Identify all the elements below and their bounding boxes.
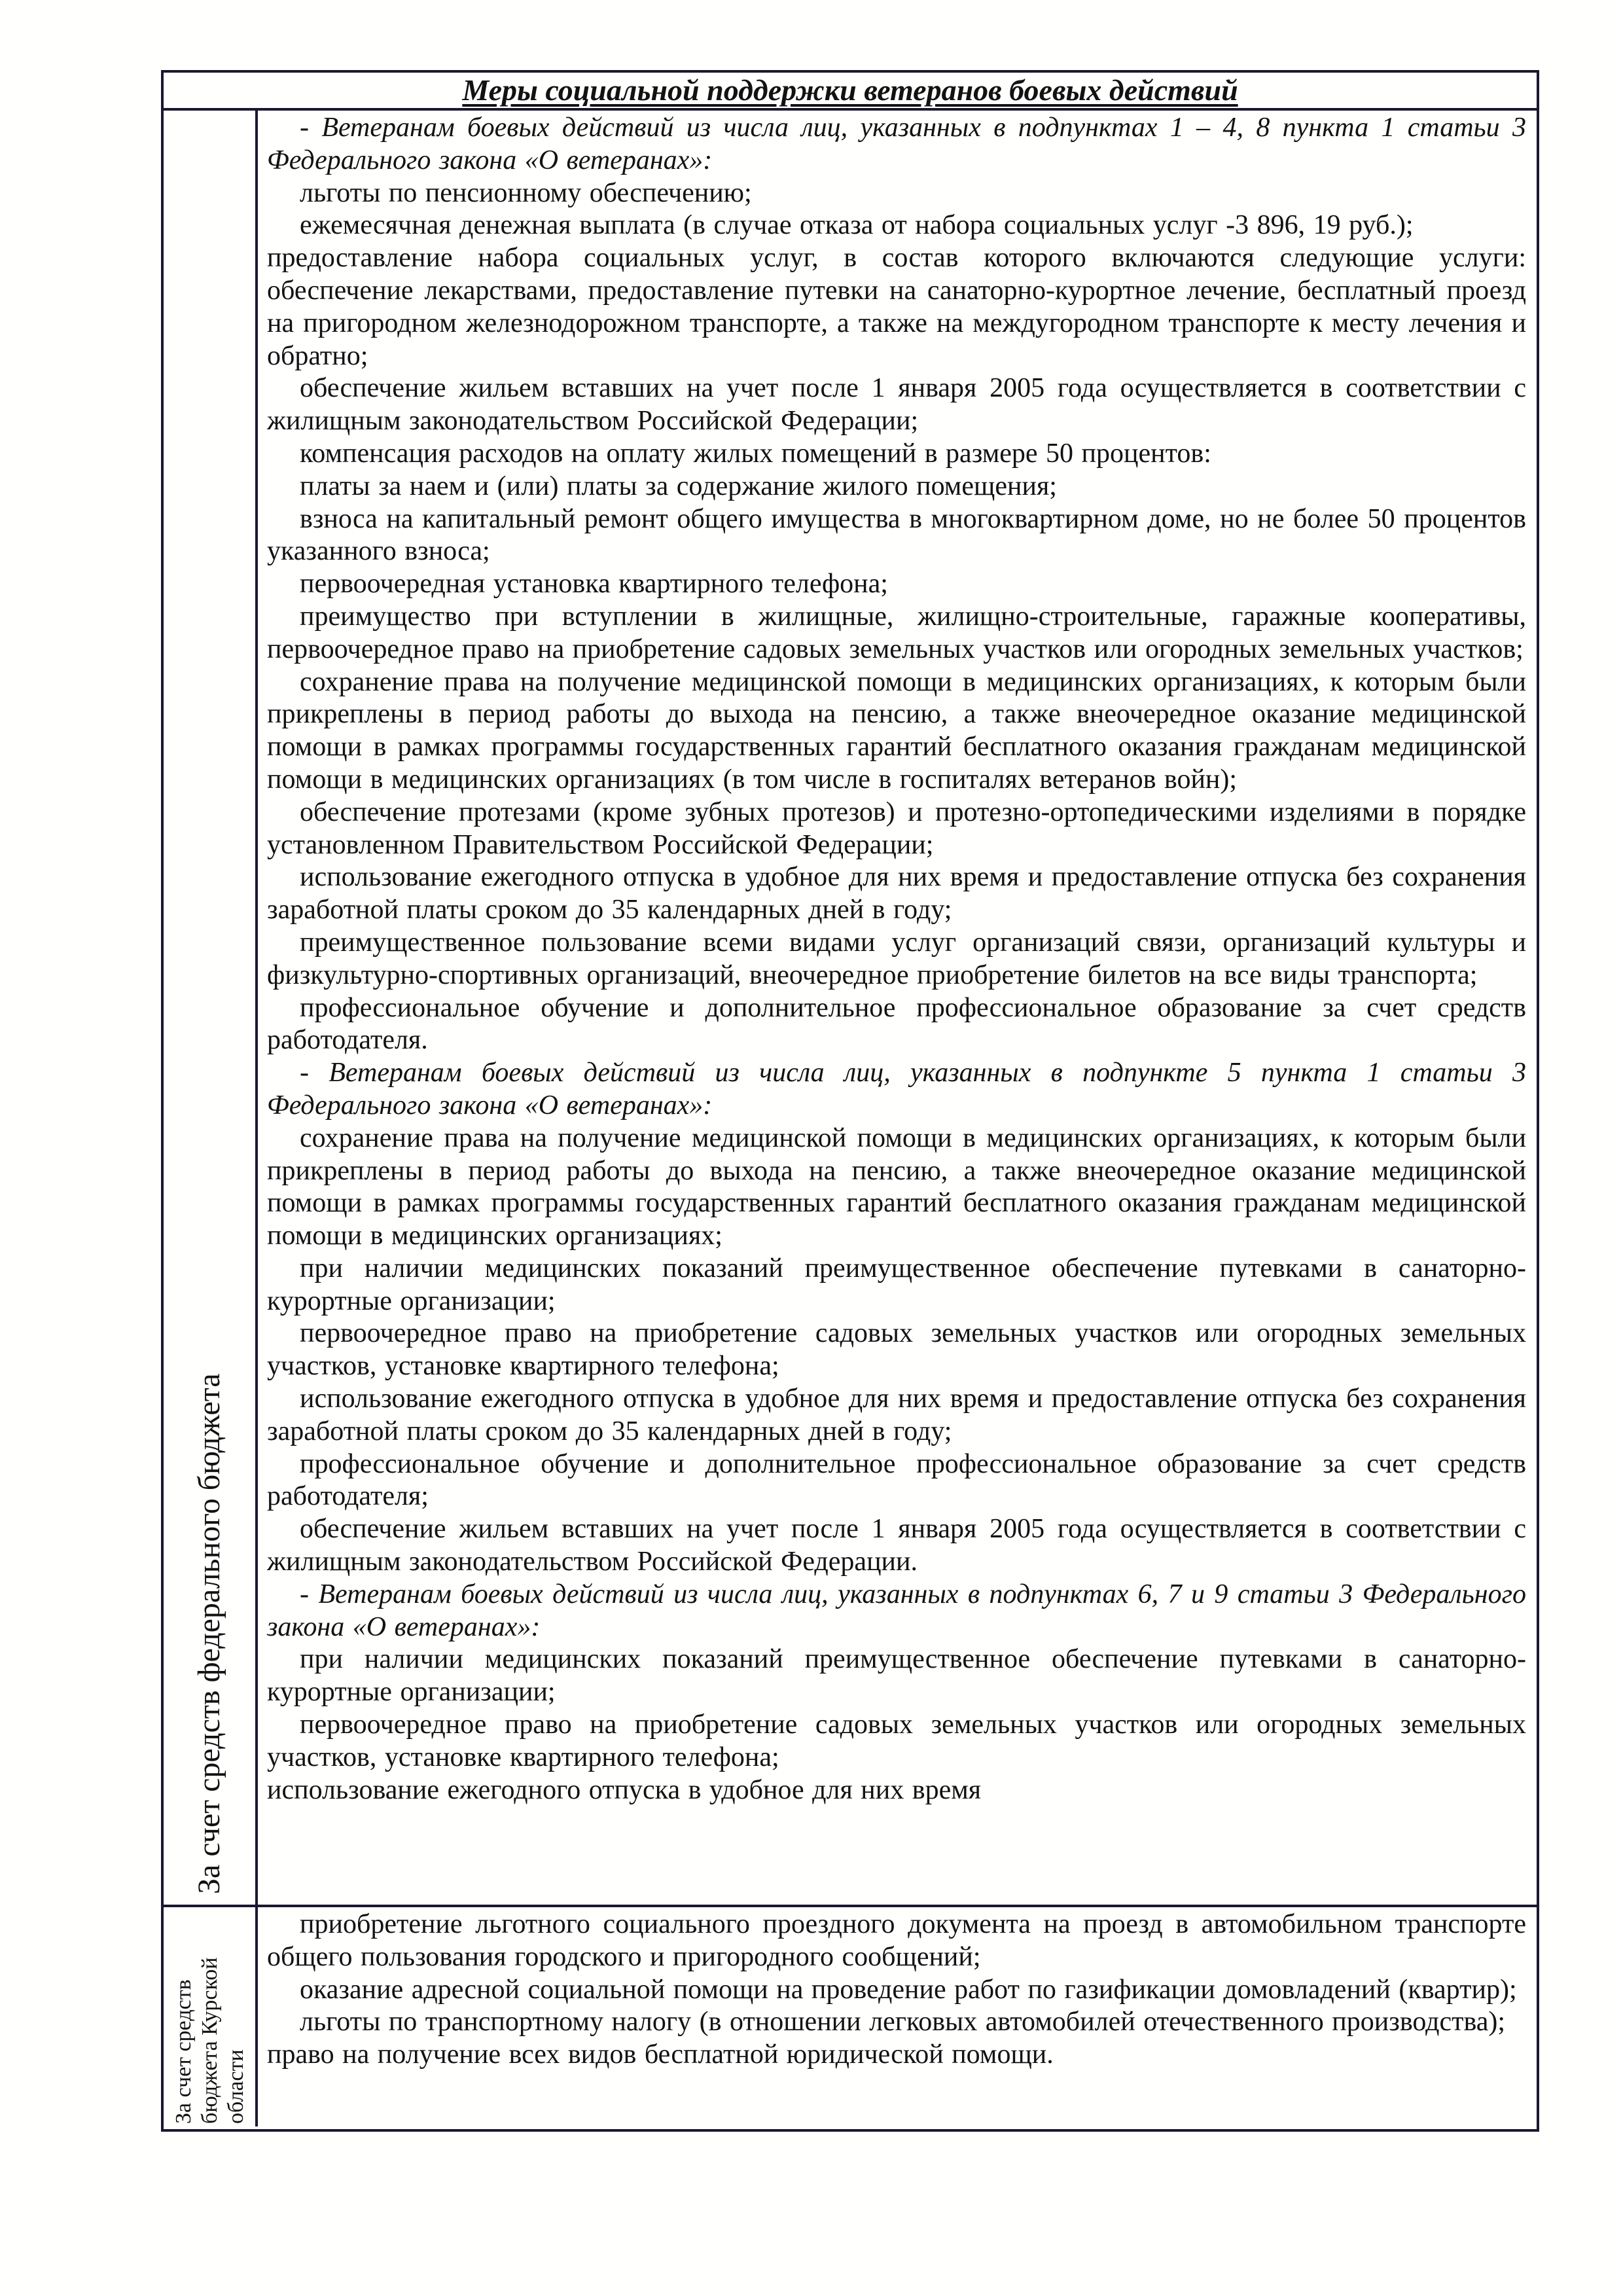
paragraph: сохранение права на получение медицинской помощи в медицинских организациях, к которым были прикреплены в период работы до выхода на пенсию, а также внеочередное оказание медицинской помощи в рамках программы государственных гарантий бесплатного оказания гражданам медицинской помощи в медицинских организациях (в том числе в госпиталях ветеранов войн); xyxy=(267,666,1526,795)
label-cell-kursk-region-budget xyxy=(164,1907,258,2126)
table-row-kursk-region-budget xyxy=(164,1907,1537,2126)
paragraph: при наличии медицинских показаний преимущественное обеспечение путевками в санаторно-курортные организации; xyxy=(267,1253,1526,1316)
rotated-label-federal-budget: За счет средств федерального бюджета xyxy=(192,1373,226,1894)
benefits-table xyxy=(161,70,1539,2132)
paragraph: использование ежегодного отпуска в удобное для них время xyxy=(267,1774,982,1805)
content-cell-kursk-region-budget xyxy=(258,1907,1537,2126)
table-title: Меры социальной поддержки ветеранов боевых действий xyxy=(462,73,1238,107)
paragraph: обеспечение протезами (кроме зубных протезов) и протезно-ортопедическими изделиями в порядке установленном Правительством Российской Федерации; xyxy=(267,797,1526,860)
paragraph: - Ветеранам боевых действий из числа лиц, указанных в подпунктах 1 – 4, 8 пункта 1 статьи 3 Федерального закона «О ветеранах»: xyxy=(267,113,1526,175)
paragraph: платы за наем и (или) платы за содержание жилого помещения; xyxy=(300,471,1057,501)
paragraph: первоочередное право на приобретение садовых земельных участков или огородных земельных участков, установке квартирного телефона; xyxy=(267,1318,1526,1382)
paragraph: взноса на капитальный ремонт общего имущества в многоквартирном доме, но не более 50 процентов указанного взноса; xyxy=(267,503,1526,567)
paragraph: оказание адресной социальной помощи на проведение работ по газификации домовладений (квартир); xyxy=(300,1974,1517,2005)
paragraph: ежемесячная денежная выплата (в случае отказа от набора социальных услуг -3 896, 19 руб.); xyxy=(300,210,1414,241)
paragraph: первоочередное право на приобретение садовых земельных участков или огородных земельных участков, установке квартирного телефона; xyxy=(267,1710,1526,1772)
paragraph: сохранение права на получение медицинской помощи в медицинских организациях, к которым были прикреплены в период работы до выхода на пенсию, а также внеочередное оказание медицинской помощи в рамках программы государственных гарантий бесплатного оказания гражданам медицинской помощи в медицинских организациях; xyxy=(267,1122,1526,1251)
table-row-federal-budget xyxy=(164,111,1537,1907)
paragraph: преимущество при вступлении в жилищные, жилищно-строительные, гаражные кооперативы, первоочередное право на приобретение садовых земельных участков или огородных земельных участков; xyxy=(267,601,1526,664)
paragraph: обеспечение жильем вставших на учет после 1 января 2005 года осуществляется в соответствии с жилищным законодательством Российской Федерации; xyxy=(267,373,1526,437)
paragraph: преимущественное пользование всеми видами услуг организаций связи, организаций культуры и физкультурно-спортивных организаций, внеочередное приобретение билетов на все виды транспорта; xyxy=(267,927,1526,990)
label-cell-federal-budget xyxy=(164,111,258,1905)
paragraph: право на получение всех видов бесплатной юридической помощи. xyxy=(267,2039,1054,2070)
paragraph: использование ежегодного отпуска в удобное для них время и предоставление отпуска без сохранения заработной платы сроком до 35 календарных дней в году; xyxy=(267,862,1526,925)
paragraph: профессиональное обучение и дополнительное профессиональное образование за счет средств работодателя; xyxy=(267,1448,1526,1512)
paragraph: первоочередная установка квартирного телефона; xyxy=(300,569,888,600)
content-cell-federal-budget xyxy=(258,111,1537,1905)
paragraph: приобретение льготного социального проездного документа на проезд в автомобильном транспорте общего пользования городского и пригородного сообщений; xyxy=(267,1909,1526,1972)
paragraph: - Ветеранам боевых действий из числа лиц, указанных в подпунктах 6, 7 и 9 статьи 3 Федерального закона «О ветеранах»: xyxy=(267,1579,1526,1642)
paragraph: обеспечение жильем вставших на учет после 1 января 2005 года осуществляется в соответствии с жилищным законодательством Российской Федерации. xyxy=(267,1514,1526,1577)
paragraph: предоставление набора социальных услуг, в состав которого включаются следующие услуги: обеспечение лекарствами, предоставление путевки на санаторно-курортное лечение, бесплатный проезд на пригородном железнодорожном транспорте, а также на междугородном транспорте к месту лечения и обратно; xyxy=(267,243,1526,371)
paragraph: льготы по транспортному налогу (в отношении легковых автомобилей отечественного производства); xyxy=(300,2007,1506,2037)
paragraph: использование ежегодного отпуска в удобное для них время и предоставление отпуска без сохранения заработной платы сроком до 35 календарных дней в году; xyxy=(267,1384,1526,1446)
rotated-label-kursk-region-budget: За счет средств бюджета Курской области xyxy=(171,1957,248,2124)
paragraph: компенсация расходов на оплату жилых помещений в размере 50 процентов: xyxy=(300,438,1211,469)
paragraph: льготы по пенсионному обеспечению; xyxy=(300,177,752,208)
paragraph: профессиональное обучение и дополнительное профессиональное образование за счет средств работодателя. xyxy=(267,992,1526,1056)
paragraph: при наличии медицинских показаний преимущественное обеспечение путевками в санаторно-курортные организации; xyxy=(267,1644,1526,1708)
paragraph: - Ветеранам боевых действий из числа лиц, указанных в подпункте 5 пункта 1 статьи 3 Федерального закона «О ветеранах»: xyxy=(267,1058,1526,1121)
table-title-row xyxy=(164,73,1537,111)
